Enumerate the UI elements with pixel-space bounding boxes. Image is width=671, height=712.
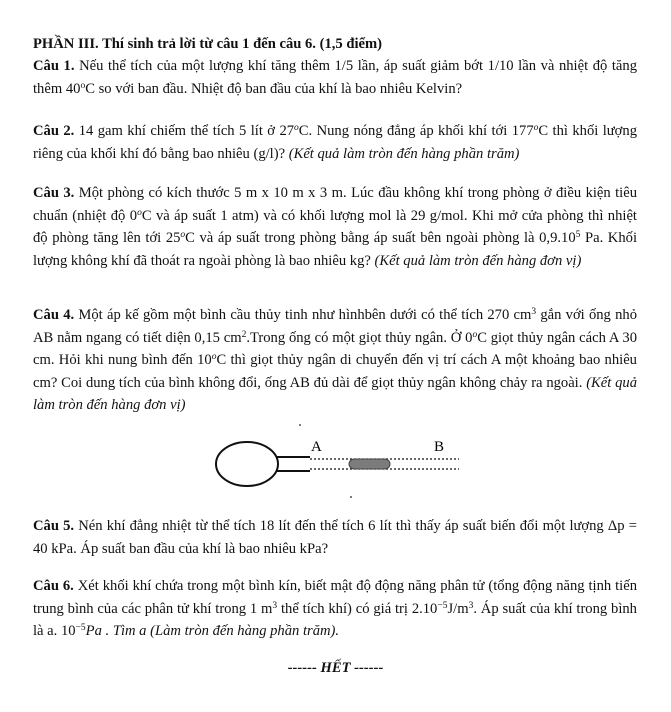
glass-bulb (216, 442, 278, 486)
question-2 (33, 120, 637, 165)
question-1-sup: o (80, 80, 86, 91)
question-1-text-b: C so với ban đầu. Nhiệt độ ban đầu của khí là bao nhiêu Kelvin? (85, 80, 463, 97)
question-2-sup-2: o (533, 123, 539, 133)
label-b: B (434, 439, 445, 455)
dot-mark (299, 424, 301, 426)
question-6 (33, 575, 637, 643)
question-3-text-a: Một phòng có kích thước 5 m x 10 m x 3 m. Lúc đầu không khí trong phòng ở điều kiện tiêu chuẩn (nhiệt độ 0 (33, 185, 638, 224)
question-6-text-a: Xét khối khí chứa trong một bình kín, biết mật độ động năng phân tử (tổng động năng tịnh tiến trung bình của các phân tử khí trong 1 m (33, 578, 638, 617)
question-3-sup-2: o (180, 230, 186, 240)
question-2-text-a: 14 gam khí chiếm thể tích 5 lít ở 27 (78, 123, 295, 139)
question-4-label: Câu 4. (33, 307, 75, 323)
question-2-sup-1: o (294, 123, 299, 133)
question-4-text-d: C giọt thủy ngân cách A 30 cm. Hỏi khi nung bình đến 10 (33, 329, 637, 368)
question-1-text-a: Nếu thể tích của một lượng khí tăng thêm 1/5 lần, áp suất giảm bớt 1/10 lần và nhiệt độ tăng thêm 40 (33, 58, 637, 97)
question-4 (33, 304, 637, 417)
question-3-text-b: C và áp suất 1 atm) và có khối lượng mol là 29 g/mol. Khi mở cửa phòng thì nhiệt độ phòng tăng lên tới 25 (33, 207, 637, 246)
tube-ab (276, 457, 310, 471)
question-3-label: Câu 3. (33, 185, 75, 201)
question-3-sup-3: 5 (575, 230, 581, 240)
question-4-sup-1: 3 (531, 307, 537, 317)
question-6-text-d: . Áp suất của khí trong bình là a. 10 (33, 600, 637, 639)
question-6-sup-4: −5 (75, 623, 86, 633)
section-heading: PHẦN III. Thí sinh trả lời từ câu 1 đến câu 6. (1,5 điểm) (33, 36, 383, 52)
question-6-text-e: Pa . Tìm a (85, 623, 147, 639)
question-6-text-b: thể tích khí) có giá trị 2.10 (281, 600, 438, 617)
question-1 (33, 55, 637, 100)
question-4-text-e: C thì giọt thủy ngân di chuyển đến vị trí cách A một khoảng bao nhiêu cm? Coi dung tích của bình không đổi, ống AB đủ dài để giọt thủy ngân không chảy ra ngoài. (33, 352, 637, 391)
question-4-text-a: Một áp kế gồm một bình cầu thủy tinh như hìnhbên dưới có thể tích 270 cm (78, 307, 532, 323)
question-4-sup-3: o (472, 329, 478, 340)
question-3-sup-1: o (137, 207, 142, 218)
question-3-text-c: C và áp suất trong phòng bằng áp suất bên ngoài phòng là 0,9.10 (185, 230, 576, 246)
question-2-text-c: C thì khối lượng riêng của khối khí đó bằng bao nhiêu (g/l)? (33, 123, 637, 162)
question-2-label: Câu 2. (33, 123, 75, 139)
question-6-sup-3: 3 (468, 600, 474, 611)
question-5 (33, 515, 637, 560)
question-1-label: Câu 1. (33, 58, 75, 74)
question-4-sup-2: 2 (241, 329, 247, 340)
mercury-drop (349, 459, 390, 469)
question-4-sup-4: o (211, 352, 217, 362)
question-4-text-c: .Trong ống có một giọt thủy ngân. Ở 0 (246, 329, 473, 346)
question-6-label: Câu 6. (33, 578, 74, 594)
question-5-label: Câu 5. (33, 518, 75, 534)
question-6-sup-2: −5 (437, 600, 448, 611)
dot-mark-lower (350, 496, 352, 498)
question-6-text-c: J/m (447, 600, 469, 617)
question-3-text-d: Pa. Khối lượng không khí đã thoát ra ngoài phòng là bao nhiêu kg? (33, 230, 637, 269)
manometer-figure (215, 418, 470, 502)
question-2-text-b: C. Nung nóng đẳng áp khối khí tới 177 (298, 123, 534, 139)
question-6-note: (Làm tròn đến hàng phần trăm). (150, 623, 340, 639)
question-5-text: Nén khí đẳng nhiệt từ thể tích 18 lít đến thể tích 6 lít thì thấy áp suất biến đổi một lượng Δp = 40 kPa. Áp suất ban đầu của khí là bao nhiêu kPa? (33, 518, 637, 557)
label-a: A (311, 439, 322, 455)
question-4-text-b: gắn với ống nhỏ AB nằm ngang có tiết diện 0,15 cm (33, 307, 637, 346)
question-4-note: (Kết quả làm tròn đến hàng đơn vị) (33, 374, 637, 413)
question-3-note: (Kết quả làm tròn đến hàng đơn vị) (374, 252, 582, 269)
question-6-sup-1: 3 (272, 600, 278, 611)
question-2-note: (Kết quả làm tròn đến hàng phần trăm) (288, 145, 520, 162)
end-marker: ------ HẾT ------ (287, 660, 384, 676)
question-3 (33, 182, 637, 272)
